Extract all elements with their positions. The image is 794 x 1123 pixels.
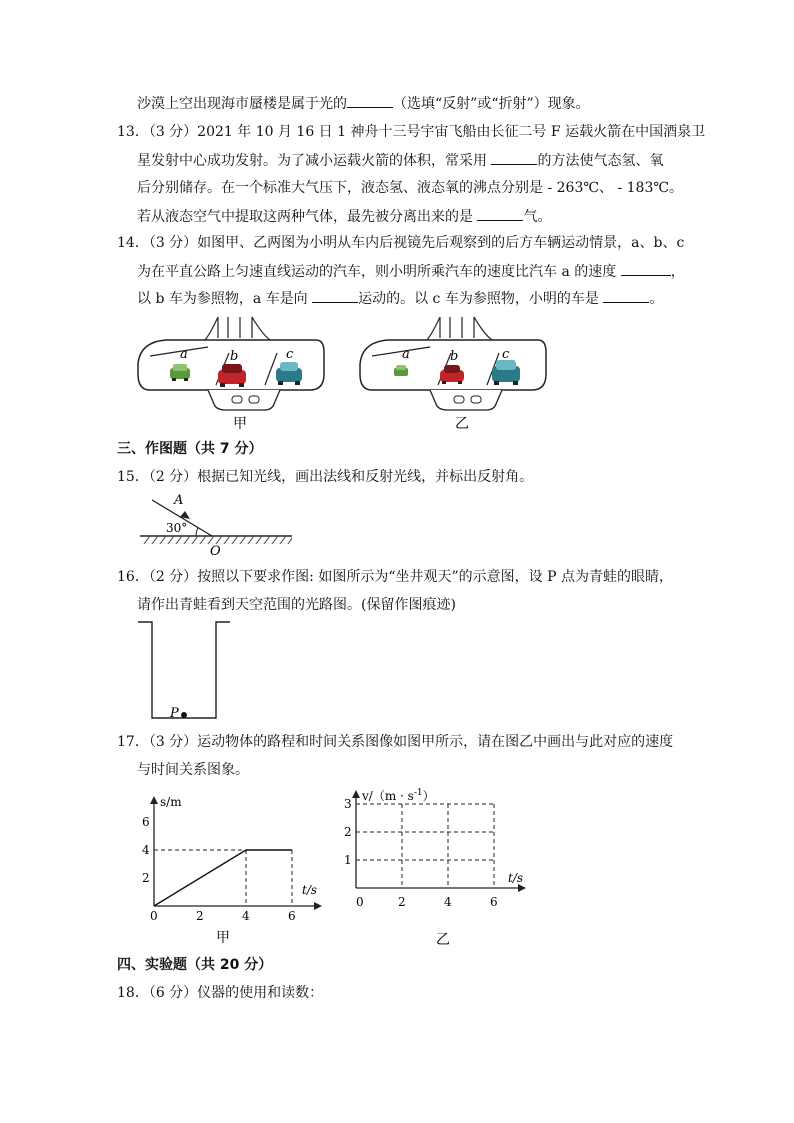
q17-right-graph [338, 782, 538, 948]
q15-text: 15．（2 分）根据已知光线，画出法线和反射光线，并标出反射角。 [117, 469, 534, 485]
label-a-right: a [402, 347, 410, 362]
right-xtick-6: 6 [490, 895, 498, 909]
caption-jia: 甲 [233, 416, 247, 432]
q12-text-before: 沙漠上空出现海市蜃楼是属于光的 [137, 96, 347, 112]
label-c-left: c [286, 347, 294, 362]
right-ylabel: $v/(m \cdot s^{-1})$ [362, 788, 435, 803]
right-xtick-4: 4 [444, 895, 452, 909]
x-axis-arrow-icon [314, 902, 322, 910]
label-o: O [210, 544, 221, 558]
q14-blank-3[interactable] [603, 288, 649, 303]
q14-figure [130, 312, 570, 436]
q14-line2 [137, 261, 685, 282]
label-angle: 30° [166, 521, 188, 535]
right-ytick-1: 1 [344, 853, 352, 867]
left-ytick-2: 2 [142, 871, 150, 885]
left-caption: 甲 [216, 930, 230, 946]
left-xtick-2: 2 [196, 909, 204, 923]
label-c-right: c [502, 347, 510, 362]
q17-left-graph [136, 788, 336, 948]
x-axis-arrow-icon-right [518, 884, 526, 892]
q13-blank-1[interactable] [491, 150, 537, 165]
q14-line2-after: ， [670, 264, 685, 280]
q14-line3 [137, 288, 663, 309]
car-a-icon [170, 364, 190, 381]
label-a-left: a [180, 347, 188, 362]
y-axis-arrow-icon [150, 796, 158, 804]
left-ytick-4: 4 [142, 843, 150, 857]
q16-line1: 16．（2 分）按照以下要求作图: 如图所示为“坐井观天”的示意图，设 P 点为青蛙的眼睛， [117, 569, 673, 585]
q14-blank-2[interactable] [312, 288, 358, 303]
q13-line4-after: 气。 [523, 209, 552, 225]
mirror-right [360, 317, 546, 432]
label-p: P [170, 706, 179, 721]
car-c-large-icon [492, 360, 520, 385]
label-b-right: b [450, 349, 459, 364]
q17-line1: 17．（3 分）运动物体的路程和时间关系图像如图甲所示，请在图乙中画出与此对应的速度 [117, 734, 674, 750]
q16-figure [134, 618, 234, 722]
point-p-icon [181, 712, 187, 718]
section4-title: 四、实验题（共 20 分） [117, 957, 273, 973]
left-xtick-4: 4 [242, 909, 250, 923]
left-xlabel: t/s [302, 883, 318, 897]
label-b-left: b [230, 349, 239, 364]
q13-line2-after: 的方法使气态氢、氧 [537, 153, 664, 169]
left-xtick-6: 6 [288, 909, 296, 923]
car-a-small-icon [394, 365, 408, 376]
right-ytick-2: 2 [344, 825, 352, 839]
q13-blank-2[interactable] [477, 206, 523, 221]
right-xtick-2: 2 [398, 895, 406, 909]
left-origin: 0 [150, 909, 158, 923]
right-origin: 0 [356, 895, 364, 909]
q14-line3-c: 。 [649, 291, 664, 307]
right-xlabel: t/s [508, 871, 524, 885]
car-b-icon [218, 364, 246, 387]
q18-text: 18．（6 分）仪器的使用和读数： [117, 985, 324, 1001]
section3-title: 三、作图题（共 7 分） [117, 441, 263, 457]
left-ytick-6: 6 [142, 815, 150, 829]
caption-yi: 乙 [455, 416, 469, 432]
q12-line [137, 93, 590, 114]
q14-line3-a: 以 b 车为参照物，a 车是向 [137, 291, 313, 307]
right-caption: 乙 [436, 932, 450, 948]
q12-text-after: （选填“反射”或“折射”）现象。 [393, 96, 590, 112]
q17-line2: 与时间关系图象。 [137, 762, 249, 778]
q13-line4 [137, 206, 551, 227]
q13-line1: 13．（3 分）2021 年 10 月 16 日 1 神舟十三号宇宙飞船由长征二号 F 运载火箭在中国酒泉卫 [117, 124, 706, 140]
q15-figure [136, 492, 296, 558]
right-ytick-3: 3 [344, 797, 352, 811]
q14-line1: 14．（3 分）如图甲、乙两图为小明从车内后视镜先后观察到的后方车辆运动情景，a、b、c [117, 235, 685, 251]
q14-line2-before: 为在平直公路上匀速直线运动的汽车，则小明所乘汽车的速度比汽车 a 的速度 [137, 264, 621, 280]
q14-line3-b: 运动的。以 c 车为参照物，小明的车是 [358, 291, 604, 307]
q13-line2 [137, 150, 663, 171]
q13-line4-before: 若从液态空气中提取这两种气体，最先被分离出来的是 [137, 209, 478, 225]
q13-line2-before: 星发射中心成功发射。为了减小运载火箭的体积，常采用 [137, 153, 492, 169]
mirror-left [138, 317, 324, 432]
q16-line2: 请作出青蛙看到天空范围的光路图。(保留作图痕迹) [137, 597, 456, 613]
left-series-segment-0 [154, 850, 246, 906]
label-a: A [174, 493, 184, 508]
left-ylabel: s/m [160, 795, 182, 809]
q12-blank[interactable] [347, 93, 393, 108]
q13-line3: 后分别储存。在一个标准大气压下，液态氢、液态氧的沸点分别是 - 263℃、 - 183℃。 [137, 180, 684, 196]
q14-blank-1[interactable] [621, 261, 671, 276]
y-axis-arrow-icon-right [352, 790, 360, 798]
